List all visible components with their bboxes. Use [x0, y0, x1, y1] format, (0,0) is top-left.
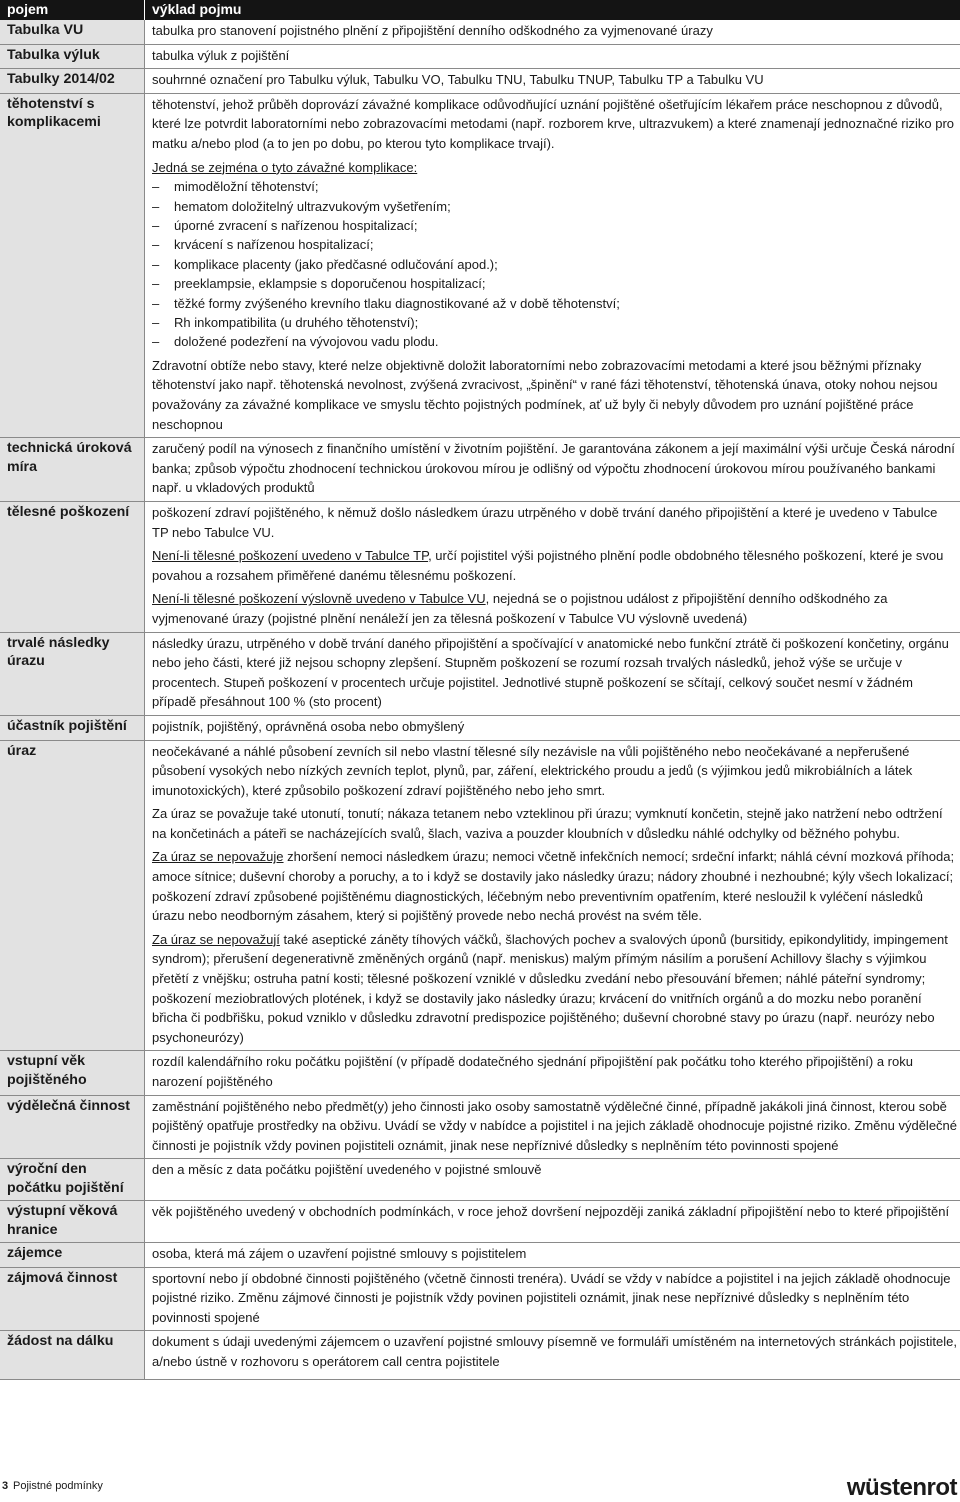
page-number: 3: [2, 1480, 8, 1492]
term-cell: technická úroková míra: [0, 438, 145, 502]
description-paragraph: rozdíl kalendářního roku počátku pojištění (v případě dodatečného sjednání připojištění pak počátku toho kterého připojištění) a roku narození pojištěného: [152, 1052, 957, 1091]
term-cell: těhotenství s komplikacemi: [0, 93, 145, 437]
glossary-row: [0, 740, 960, 1051]
page-footer: [0, 1474, 960, 1500]
description-paragraph: sportovní nebo jí obdobné činnosti pojištěného (včetně činnosti trenéra). Uvádí se vždy v nabídce a pojistitel i na jejich základě ohodnocuje pojistné riziko. Změnu zájmové činnosti je pojistník vždy povinen pojistiteli oznámit, jinak nese nepříznivé důsledky s neplněním této povinnosti spojené: [152, 1269, 957, 1328]
description-paragraph: osoba, která má zájem o uzavření pojistné smlouvy s pojistitelem: [152, 1244, 957, 1264]
term-cell: Tabulka VU: [0, 20, 145, 44]
description-paragraph: den a měsíc z data počátku pojištění uvedeného v pojistné smlouvě: [152, 1160, 957, 1180]
glossary-row: [0, 1267, 960, 1331]
description-paragraph: tabulka výluk z pojištění: [152, 46, 957, 66]
list-item: – úporné zvracení s nařízenou hospitalizací;: [152, 216, 957, 235]
glossary-row: [0, 69, 960, 94]
description-cell: [145, 20, 960, 44]
glossary-row: [0, 1159, 960, 1201]
list-item: – mimoděložní těhotenství;: [152, 177, 957, 196]
term-cell: výdělečná činnost: [0, 1095, 145, 1159]
description-cell: [145, 715, 960, 740]
description-cell: [145, 1267, 960, 1331]
description-paragraph: zaměstnání pojištěného nebo předmět(y) jeho činnosti jako osoby samostatně výdělečné činné, případně jakákoli jiná činnost, kterou sobě pojištěný opatřuje prostředky na obživu. Uvádí se vždy v nabídce a pojistitel i na jejich základě ohodnocuje pojistné riziko. Změnu výdělečné činnosti je pojistník vždy povinen pojistiteli oznámit, jinak nese nepříznivé důsledky s neplněním této povinnosti spojené: [152, 1097, 957, 1156]
description-paragraph: tabulka pro stanovení pojistného plnění z připojištění denního odškodného za vyjmenované úrazy: [152, 21, 957, 41]
footer-label: Pojistné podmínky: [13, 1480, 103, 1492]
glossary-row: [0, 1243, 960, 1268]
description-paragraph: pojistník, pojištěný, oprávněná osoba nebo obmyšlený: [152, 717, 957, 737]
description-cell: [145, 438, 960, 502]
description-paragraph: neočekávané a náhlé působení zevních sil nebo vlastní tělesné síly nezávisle na vůli pojištěného nebo neočekávané a nepřerušené působení vysokých nebo nízkých zevních teplot, plynů, par, záření, elektrického proudu a jedů (s výjimkou jedů mikrobiálních a látek imunotoxických), které způsobilo poškození zdraví pojištěného nebo jeho smrt.: [152, 742, 957, 801]
term-cell: zájmová činnost: [0, 1267, 145, 1331]
list-item: – těžké formy zvýšeného krevního tlaku diagnostikované až v době těhotenství;: [152, 294, 957, 313]
description-cell: [145, 632, 960, 715]
description-paragraph: Není-li tělesné poškození výslovně uvedeno v Tabulce VU, nejedná se o pojistnou událost z připojištění denního odškodného za vyjmenované úrazy (pojistné plnění nenáleží jen za tělesná poškození v Tabulce VU výslovně uvedená): [152, 589, 957, 628]
description-cell: [145, 740, 960, 1051]
description-paragraph: Za úraz se nepovažují také aseptické záněty tíhových váčků, šlachových pochev a svalových úponů (bursitidy, epikondylitidy, impingement syndrom); přerušení degenerativně změněných orgánů (např. meniskus) malým přímým násilím a porušení Achillovy šlachy s výjimkou přetětí z vnějšku; ostruha patní kosti; tělesné poškození vzniklé v důsledku zvedání nebo přesouvání břemen; náhlé páteřní syndromy; poškození meziobratlových plotének, i když se dostavily jako následky úrazu; krvácení do vnitřních orgánů a do mozku nebo poranění břicha či podbřišku, pokud vzniklo v důsledku zdravotní predispozice pojištěného; duševní chorobné stavy po úrazu (např. neurózy nebo psychoneurózy): [152, 930, 957, 1048]
description-paragraph: věk pojištěného uvedený v obchodních podmínkách, v roce jehož dovršení nejpozději zaniká základní připojištění nebo to které připojištění: [152, 1202, 957, 1222]
term-cell: tělesné poškození: [0, 501, 145, 632]
description-paragraph: poškození zdraví pojištěného, k němuž došlo následkem úrazu utrpěného v době trvání daného připojištění a které je uvedeno v Tabulce TP nebo Tabulce VU.: [152, 503, 957, 542]
description-cell: [145, 1095, 960, 1159]
term-cell: Tabulky 2014/02: [0, 69, 145, 94]
description-cell: [145, 501, 960, 632]
term-cell: výstupní věková hranice: [0, 1201, 145, 1243]
underlined-phrase: Není-li tělesné poškození uvedeno v Tabulce TP: [152, 548, 428, 563]
glossary-row: [0, 93, 960, 437]
glossary-row: [0, 1051, 960, 1095]
column-header-term: pojem: [0, 0, 145, 20]
description-paragraph: Za úraz se považuje také utonutí, tonutí; nákaza tetanem nebo vzteklinou při úrazu; vymknutí končetin, stejně jako natržení nebo odtržení na končetinách a páteři se nacházejících svalů, šlach, vaziva a pouzder kloubních v důsledku náhlé odchylky od běžného pohybu.: [152, 804, 957, 843]
list-item: – Rh inkompatibilita (u druhého těhotenství);: [152, 313, 957, 332]
underlined-phrase: Není-li tělesné poškození výslovně uvedeno v Tabulce VU: [152, 591, 486, 606]
description-cell: [145, 1051, 960, 1095]
description-cell: [145, 1243, 960, 1268]
list-intro: Jedná se zejména o tyto závažné komplikace:: [152, 158, 957, 178]
description-paragraph: Zdravotní obtíže nebo stavy, které nelze objektivně doložit laboratorními nebo zobrazovacími metodami a které jsou běžnými příznaky těhotenství jako např. těhotenská nevolnost, zvýšená zvracivost, „špinění“ v rané fázi těhotenství, těhotenská únava, otoky nohou nejsou považovány za závažné komplikace ve smyslu těchto pojistných podmínek, ať už byly či nebyly důvodem pro uznání pojištěné práce neschopnou: [152, 356, 957, 434]
list-item: – doložené podezření na vývojovou vadu plodu.: [152, 332, 957, 351]
glossary-header-row: [0, 0, 960, 20]
glossary-row: [0, 20, 960, 44]
term-cell: úraz: [0, 740, 145, 1051]
glossary-row: [0, 1201, 960, 1243]
glossary-row: [0, 1095, 960, 1159]
glossary-row: [0, 715, 960, 740]
term-cell: výroční den počátku pojištění: [0, 1159, 145, 1201]
description-cell: [145, 1201, 960, 1243]
glossary-row: [0, 44, 960, 69]
description-cell: [145, 1159, 960, 1201]
term-cell: Tabulka výluk: [0, 44, 145, 69]
description-cell: [145, 1331, 960, 1380]
description-paragraph: těhotenství, jehož průběh doprovází závažné komplikace odůvodňující uznání pojištěné ošetřujícím lékařem práce neschopnou z důvodů, které lze potvrdit laboratorními nebo zobrazovacími metodami (např. rozborem krve, ultrazvukem) a které znamenají jednoznačné riziko pro matku a/nebo plod (a to jen po dobu, po kterou tyto komplikace trvají).: [152, 95, 957, 154]
description-paragraph: zaručený podíl na výnosech z finančního umístění v životním pojištění. Je garantována zákonem a její maximální výši určuje Česká národní banka; způsob výpočtu zhodnocení technickou úrokovou mírou je odlišný od výpočtu zhodnocení úrokovou mírou používaného bankami např. u vkladových produktů: [152, 439, 957, 498]
term-cell: zájemce: [0, 1243, 145, 1268]
glossary-row: [0, 501, 960, 632]
glossary-row: [0, 632, 960, 715]
list-item: – komplikace placenty (jako předčasné odlučování apod.);: [152, 255, 957, 274]
brand-logo: wüstenrot: [847, 1474, 957, 1502]
complications-list: [152, 177, 957, 352]
description-paragraph: následky úrazu, utrpěného v době trvání daného připojištění a spočívající v anatomické nebo funkční ztrátě či poškození končetiny, orgánu nebo jeho části, které již nejsou schopny zlepšení. Stupněm poškození se rozumí rozsah trvalých následků, jehož výše se určuje v procentech. Stupeň poškození v procentech určuje pojistitel. Jednotlivé stupně poškození se sčítají, celkový součet nesmí v žádném případě přesáhnout 100 % (sto procent): [152, 634, 957, 712]
description-paragraph: Za úraz se nepovažuje zhoršení nemoci následkem úrazu; nemoci včetně infekčních nemocí; srdeční infarkt; náhlá cévní mozková příhoda; amoce sítnice; duševní choroby a poruchy, a to i když se dostavily jako následky úrazu; nádory zhoubné i nezhoubné; kýly všech lokalizací; poškození zdraví způsobené pojištěnému diagnostických, léčebným nebo preventivním opatřením, které nesloužil k vyléčení následků úrazu nebo neodborným zásahem, který si pojištěný provede nebo nechá provést na svém těle.: [152, 847, 957, 925]
list-item: – preeklampsie, eklampsie s doporučenou hospitalizací;: [152, 274, 957, 293]
description-cell: [145, 69, 960, 94]
underlined-phrase: Za úraz se nepovažuje: [152, 849, 284, 864]
description-paragraph: souhrnné označení pro Tabulku výluk, Tabulku VO, Tabulku TNU, Tabulku TNUP, Tabulku TP a Tabulku VU: [152, 70, 957, 90]
description-paragraph: dokument s údaji uvedenými zájemcem o uzavření pojistné smlouvy písemně ve formuláři umístěném na internetových stránkách pojistitele, a/nebo ústně v rozhovoru s operátorem call centra pojistitele: [152, 1332, 957, 1371]
term-cell: trvalé následky úrazu: [0, 632, 145, 715]
glossary-row: [0, 438, 960, 502]
column-header-description: výklad pojmu: [145, 0, 960, 20]
term-cell: vstupní věk pojištěného: [0, 1051, 145, 1095]
underlined-phrase: Za úraz se nepovažují: [152, 932, 280, 947]
term-cell: účastník pojištění: [0, 715, 145, 740]
list-item: – krvácení s nařízenou hospitalizací;: [152, 235, 957, 254]
list-item: – hematom doložitelný ultrazvukovým vyšetřením;: [152, 197, 957, 216]
description-cell: [145, 93, 960, 437]
glossary-row: [0, 1331, 960, 1380]
term-cell: žádost na dálku: [0, 1331, 145, 1380]
description-paragraph: Není-li tělesné poškození uvedeno v Tabulce TP, určí pojistitel výši pojistného plnění podle obdobného tělesného poškození, které je svou povahou a rozsahem přiměřené danému tělesnému poškození.: [152, 546, 957, 585]
description-cell: [145, 44, 960, 69]
